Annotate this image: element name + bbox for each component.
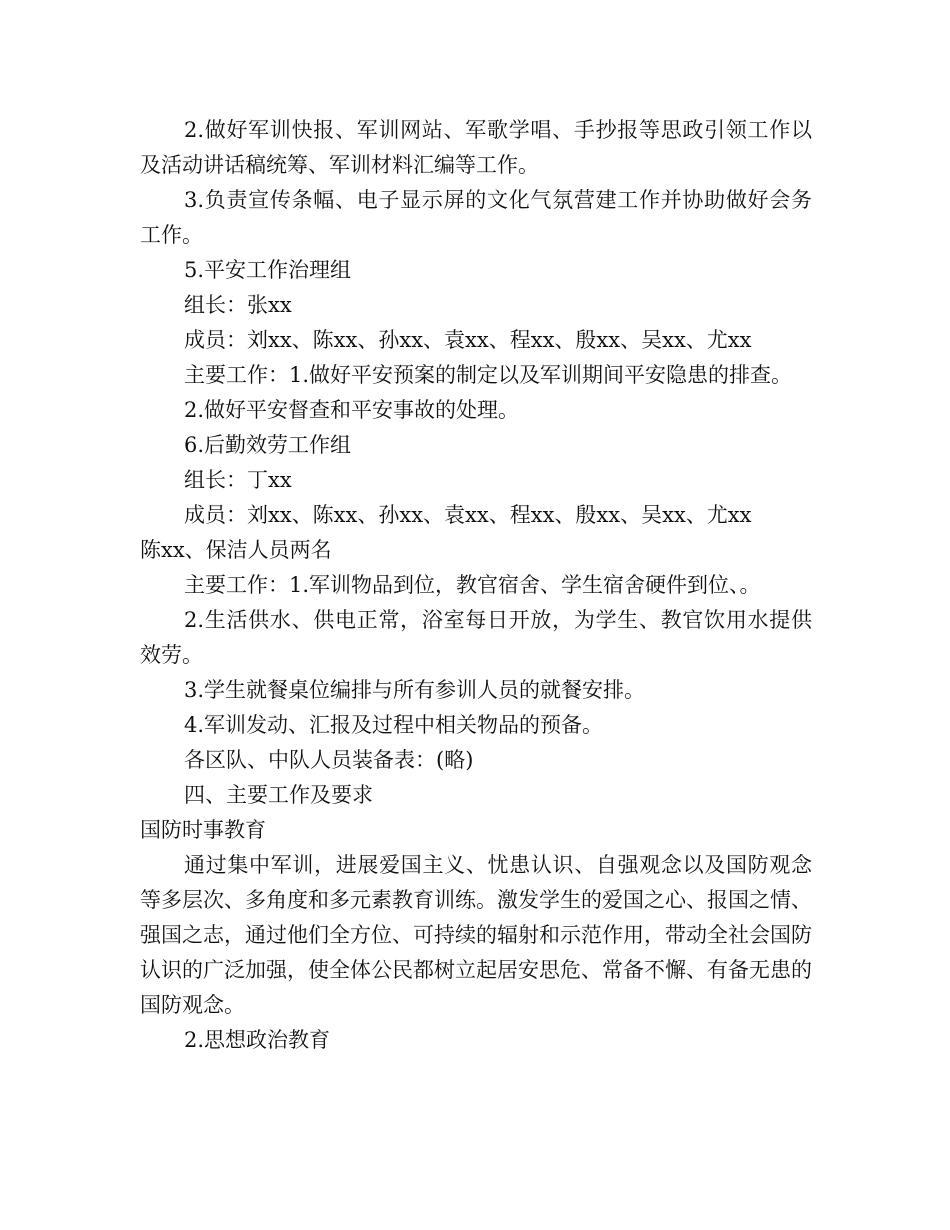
paragraph: 组长：张xx: [184, 293, 292, 317]
paragraph: 3.学生就餐桌位编排与所有参训人员的就餐安排。: [184, 678, 646, 702]
paragraph: 2.生活供水、供电正常，浴室每日开放，为学生、教官饮用水提供效劳。: [140, 608, 812, 667]
paragraph: 组长：丁xx: [184, 468, 292, 492]
paragraph: 成员：刘xx、陈xx、孙xx、袁xx、程xx、殷xx、吴xx、尤xx: [184, 328, 752, 352]
paragraph: 各区队、中队人员装备表：(略): [184, 748, 474, 772]
paragraph: 主要工作：1.军训物品到位，教官宿舍、学生宿舍硬件到位、。: [184, 573, 761, 597]
paragraph: 2.做好平安督查和平安事故的处理。: [184, 398, 520, 422]
section-heading: 6.后勤效劳工作组: [184, 433, 352, 457]
section-heading: 国防时事教育: [140, 818, 266, 842]
paragraph: 通过集中军训，进展爱国主义、忧患认识、自强观念以及国防观念等多层次、多角度和多元素教育训练。激发学生的爱国之心、报国之情、强国之志，通过他们全方位、可持续的辐射和示范作用，带动全社会国防认识的广泛加强，使全体公民都树立起居安思危、常备不懈、有备无患的国防观念。: [140, 853, 812, 1017]
section-heading: 四、主要工作及要求: [184, 783, 373, 807]
paragraph: 4.军训发动、汇报及过程中相关物品的预备。: [184, 713, 604, 737]
paragraph: 3.负责宣传条幅、电子显示屏的文化气氛营建工作并协助做好会务工作。: [140, 188, 812, 247]
document-body: [140, 113, 812, 1058]
paragraph: 2.做好军训快报、军训网站、军歌学唱、手抄报等思政引领工作以及活动讲话稿统筹、军训材料汇编等工作。: [140, 118, 812, 177]
paragraph: 陈xx、保洁人员两名: [140, 538, 332, 562]
paragraph: 主要工作：1.做好平安预案的制定以及军训期间平安隐患的排查。: [184, 363, 793, 387]
paragraph: 成员：刘xx、陈xx、孙xx、袁xx、程xx、殷xx、吴xx、尤xx: [184, 503, 752, 527]
section-heading: 5.平安工作治理组: [184, 258, 352, 282]
section-heading: 2.思想政治教育: [184, 1028, 331, 1052]
